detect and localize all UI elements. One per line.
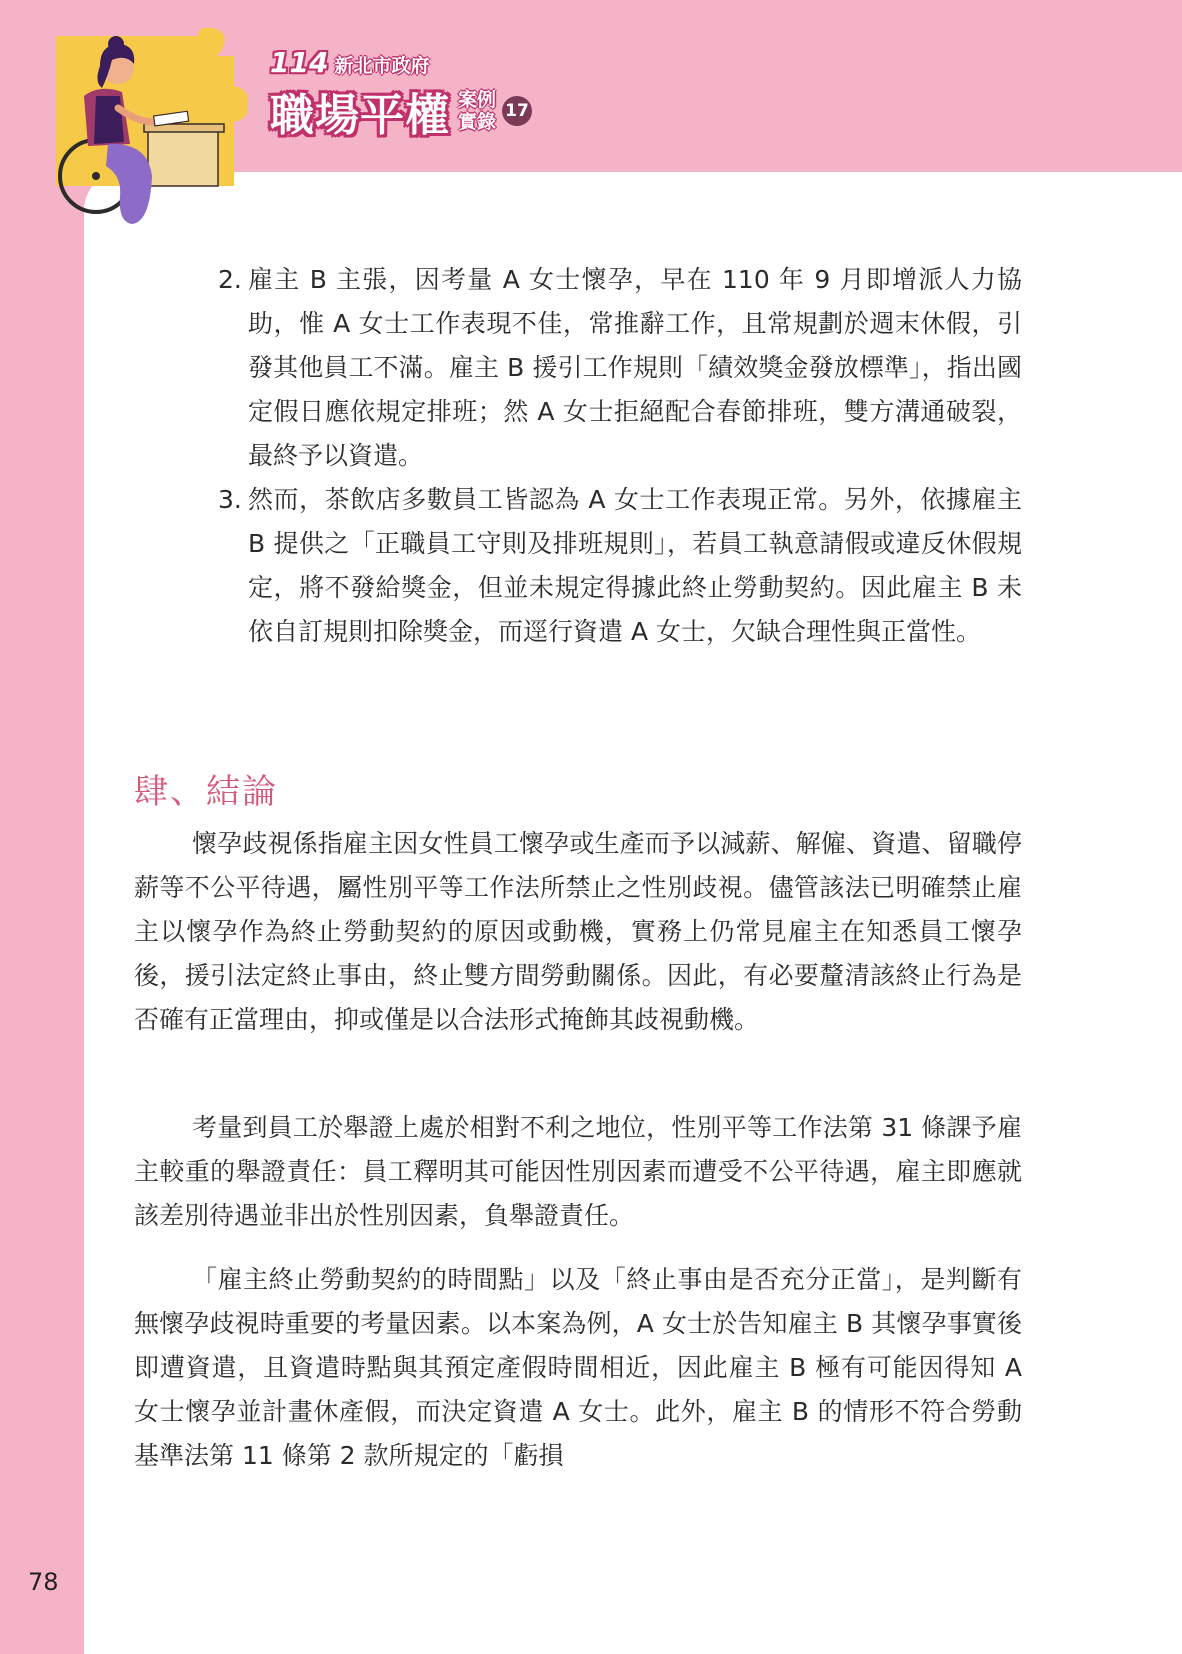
paragraph-2: 考量到員工於舉證上處於相對不利之地位，性別平等工作法第 31 條課予雇主較重的舉證責任：員工釋明其可能因性別因素而遭受不公平待遇，雇主即應就該差別待遇並非出於性別因素，負舉證責任。 [134, 1113, 1022, 1230]
page-number: 78 [28, 1568, 59, 1596]
header-subtitle [458, 89, 496, 133]
section-heading: 肆、結論 [134, 772, 278, 812]
header-title-block [270, 46, 532, 143]
header-subtitle-line1: 案例 [458, 89, 497, 111]
header-year: 114 [270, 46, 329, 79]
list-item-3 [210, 478, 1022, 654]
desk [148, 130, 218, 186]
paragraph-1: 懷孕歧視係指雇主因女性員工懷孕或生產而予以減薪、解僱、資遣、留職停薪等不公平待遇，屬性別平等工作法所禁止之性別歧視。儘管該法已明確禁止雇主以懷孕作為終止勞動契約的原因或動機，實務上仍常見雇主在知悉員工懷孕後，援引法定終止事由，終止雙方間勞動關係。因此，有必要釐清該終止行為是否確有正當理由，抑或僅是以合法形式掩飾其歧視動機。 [134, 829, 1022, 1034]
list-number: 2. [218, 265, 242, 294]
header-tag-row [270, 46, 532, 79]
header-title: 職場平權 [270, 90, 450, 141]
list-text: 然而，茶飲店多數員工皆認為 A 女士工作表現正常。另外，依據雇主 B 提供之「正職員工守則及排班規則」，若員工執意請假或違反休假規定，將不發給獎金，但並未規定得據此終止勞動契約。因此雇主 B 未依自訂規則扣除獎金，而逕行資遣 A 女士，欠缺合理性與正當性。 [248, 485, 1022, 646]
volume-badge: 17 [502, 96, 532, 126]
header-title-row [270, 79, 532, 143]
side-band [0, 0, 84, 1654]
person-vest [94, 96, 124, 144]
list-text: 雇主 B 主張，因考量 A 女士懷孕，早在 110 年 9 月即增派人力協助，惟 A 女士工作表現不佳，常推辭工作，且常規劃於週末休假，引發其他員工不滿。雇主 B 援引工作規則「績效獎金發放標準」，指出國定假日應依規定排班；然 A 女士拒絕配合春節排班，雙方溝通破裂，最終予以資遣。 [248, 265, 1022, 470]
header-subtitle-line2: 實錄 [458, 111, 497, 133]
header-illustration [48, 26, 248, 226]
header-city: 新北市政府 [334, 55, 430, 77]
list-number: 3. [218, 485, 242, 514]
list-item-2 [210, 258, 1022, 478]
paragraph-3: 「雇主終止勞動契約的時間點」以及「終止事由是否充分正當」，是判斷有無懷孕歧視時重要的考量因素。以本案為例，A 女士於告知雇主 B 其懷孕事實後即遭資遣，且資遣時點與其預定產假時間相近，因此雇主 B 極有可能因得知 A 女士懷孕並計畫休產假，而決定資遣 A 女士。此外，雇主 B 的情形不符合勞動基準法第 11 條第 2 款所規定的「虧損 [134, 1265, 1022, 1470]
